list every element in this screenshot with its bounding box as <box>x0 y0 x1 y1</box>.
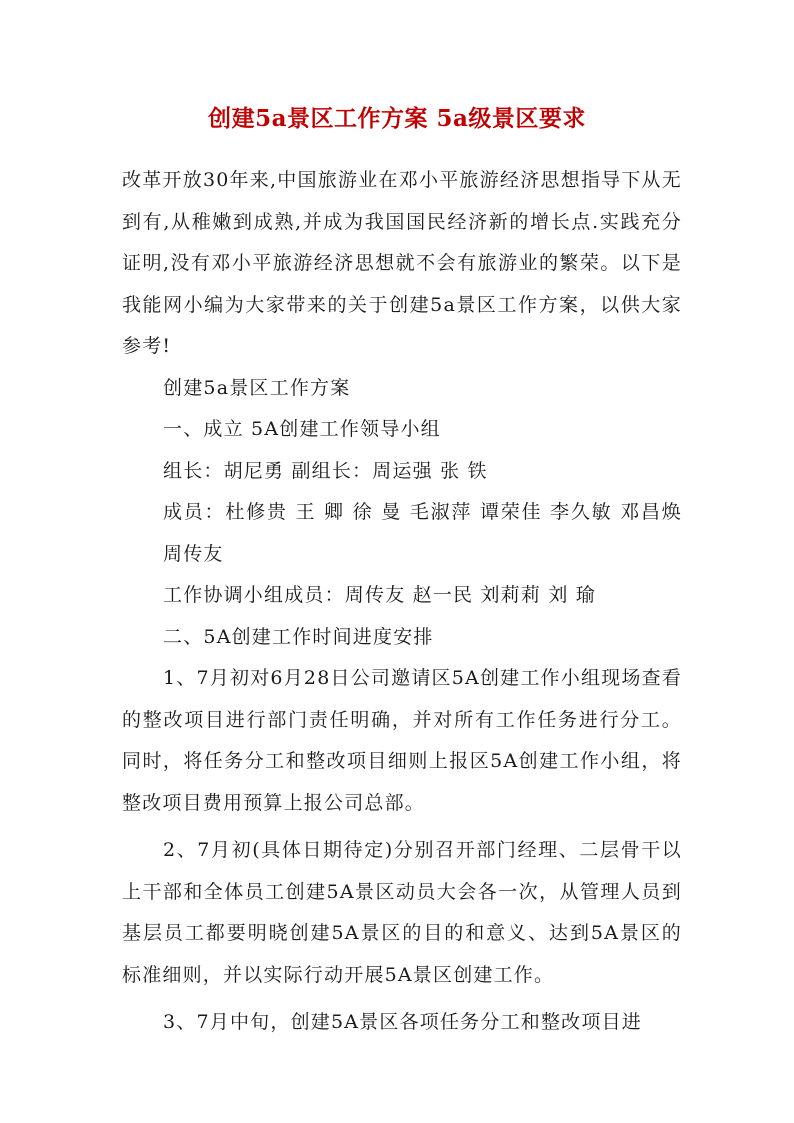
section-heading-schedule: 二、5A创建工作时间进度安排 <box>163 625 434 648</box>
section-heading-plan: 创建5a景区工作方案 <box>163 376 351 399</box>
schedule-item-3: 3、7月中旬，创建5A景区各项任务分工和整改项目进 <box>163 1011 642 1033</box>
coordination-members-line: 工作协调小组成员：周传友 赵一民 刘莉莉 刘 瑜 <box>163 584 596 606</box>
schedule-item-1: 1、7月初对6月28日公司邀请区5A创建工作小组现场查看的整改项目进行部门责任明确，并对所有工作任务进行分工。同时，将任务分工和整改项目细则上报区5A创建工作小组，将整改项目费用预算上报公司总部。 <box>122 667 682 814</box>
group-leaders-line: 组长：胡尼勇 副组长：周运强 张 铁 <box>163 459 488 482</box>
intro-paragraph: 改革开放30年来,中国旅游业在邓小平旅游经济思想指导下从无到有,从稚嫩到成熟,并成为我国国民经济新的增长点.实践充分证明,没有邓小平旅游经济思想就不会有旅游业的繁荣。以下是我能网小编为大家带来的关于创建5a景区工作方案，以供大家参考! <box>122 169 682 357</box>
document-title: 创建5a景区工作方案 5a级景区要求 <box>208 105 586 132</box>
document-body <box>122 160 682 1044</box>
group-members-line: 成员：杜修贵 王 卿 徐 曼 毛淑萍 谭荣佳 李久敏 邓昌焕 周传友 <box>163 501 682 565</box>
schedule-item-2: 2、7月初(具体日期待定)分别召开部门经理、二层骨干以上干部和全体员工创建5A景区动员大会各一次，从管理人员到基层员工都要明晓创建5A景区的目的和意义、达到5A景区的标准细则，并以实际行动开展5A景区创建工作。 <box>122 839 682 986</box>
section-heading-leadership-group: 一、成立 5A创建工作领导小组 <box>163 418 441 440</box>
